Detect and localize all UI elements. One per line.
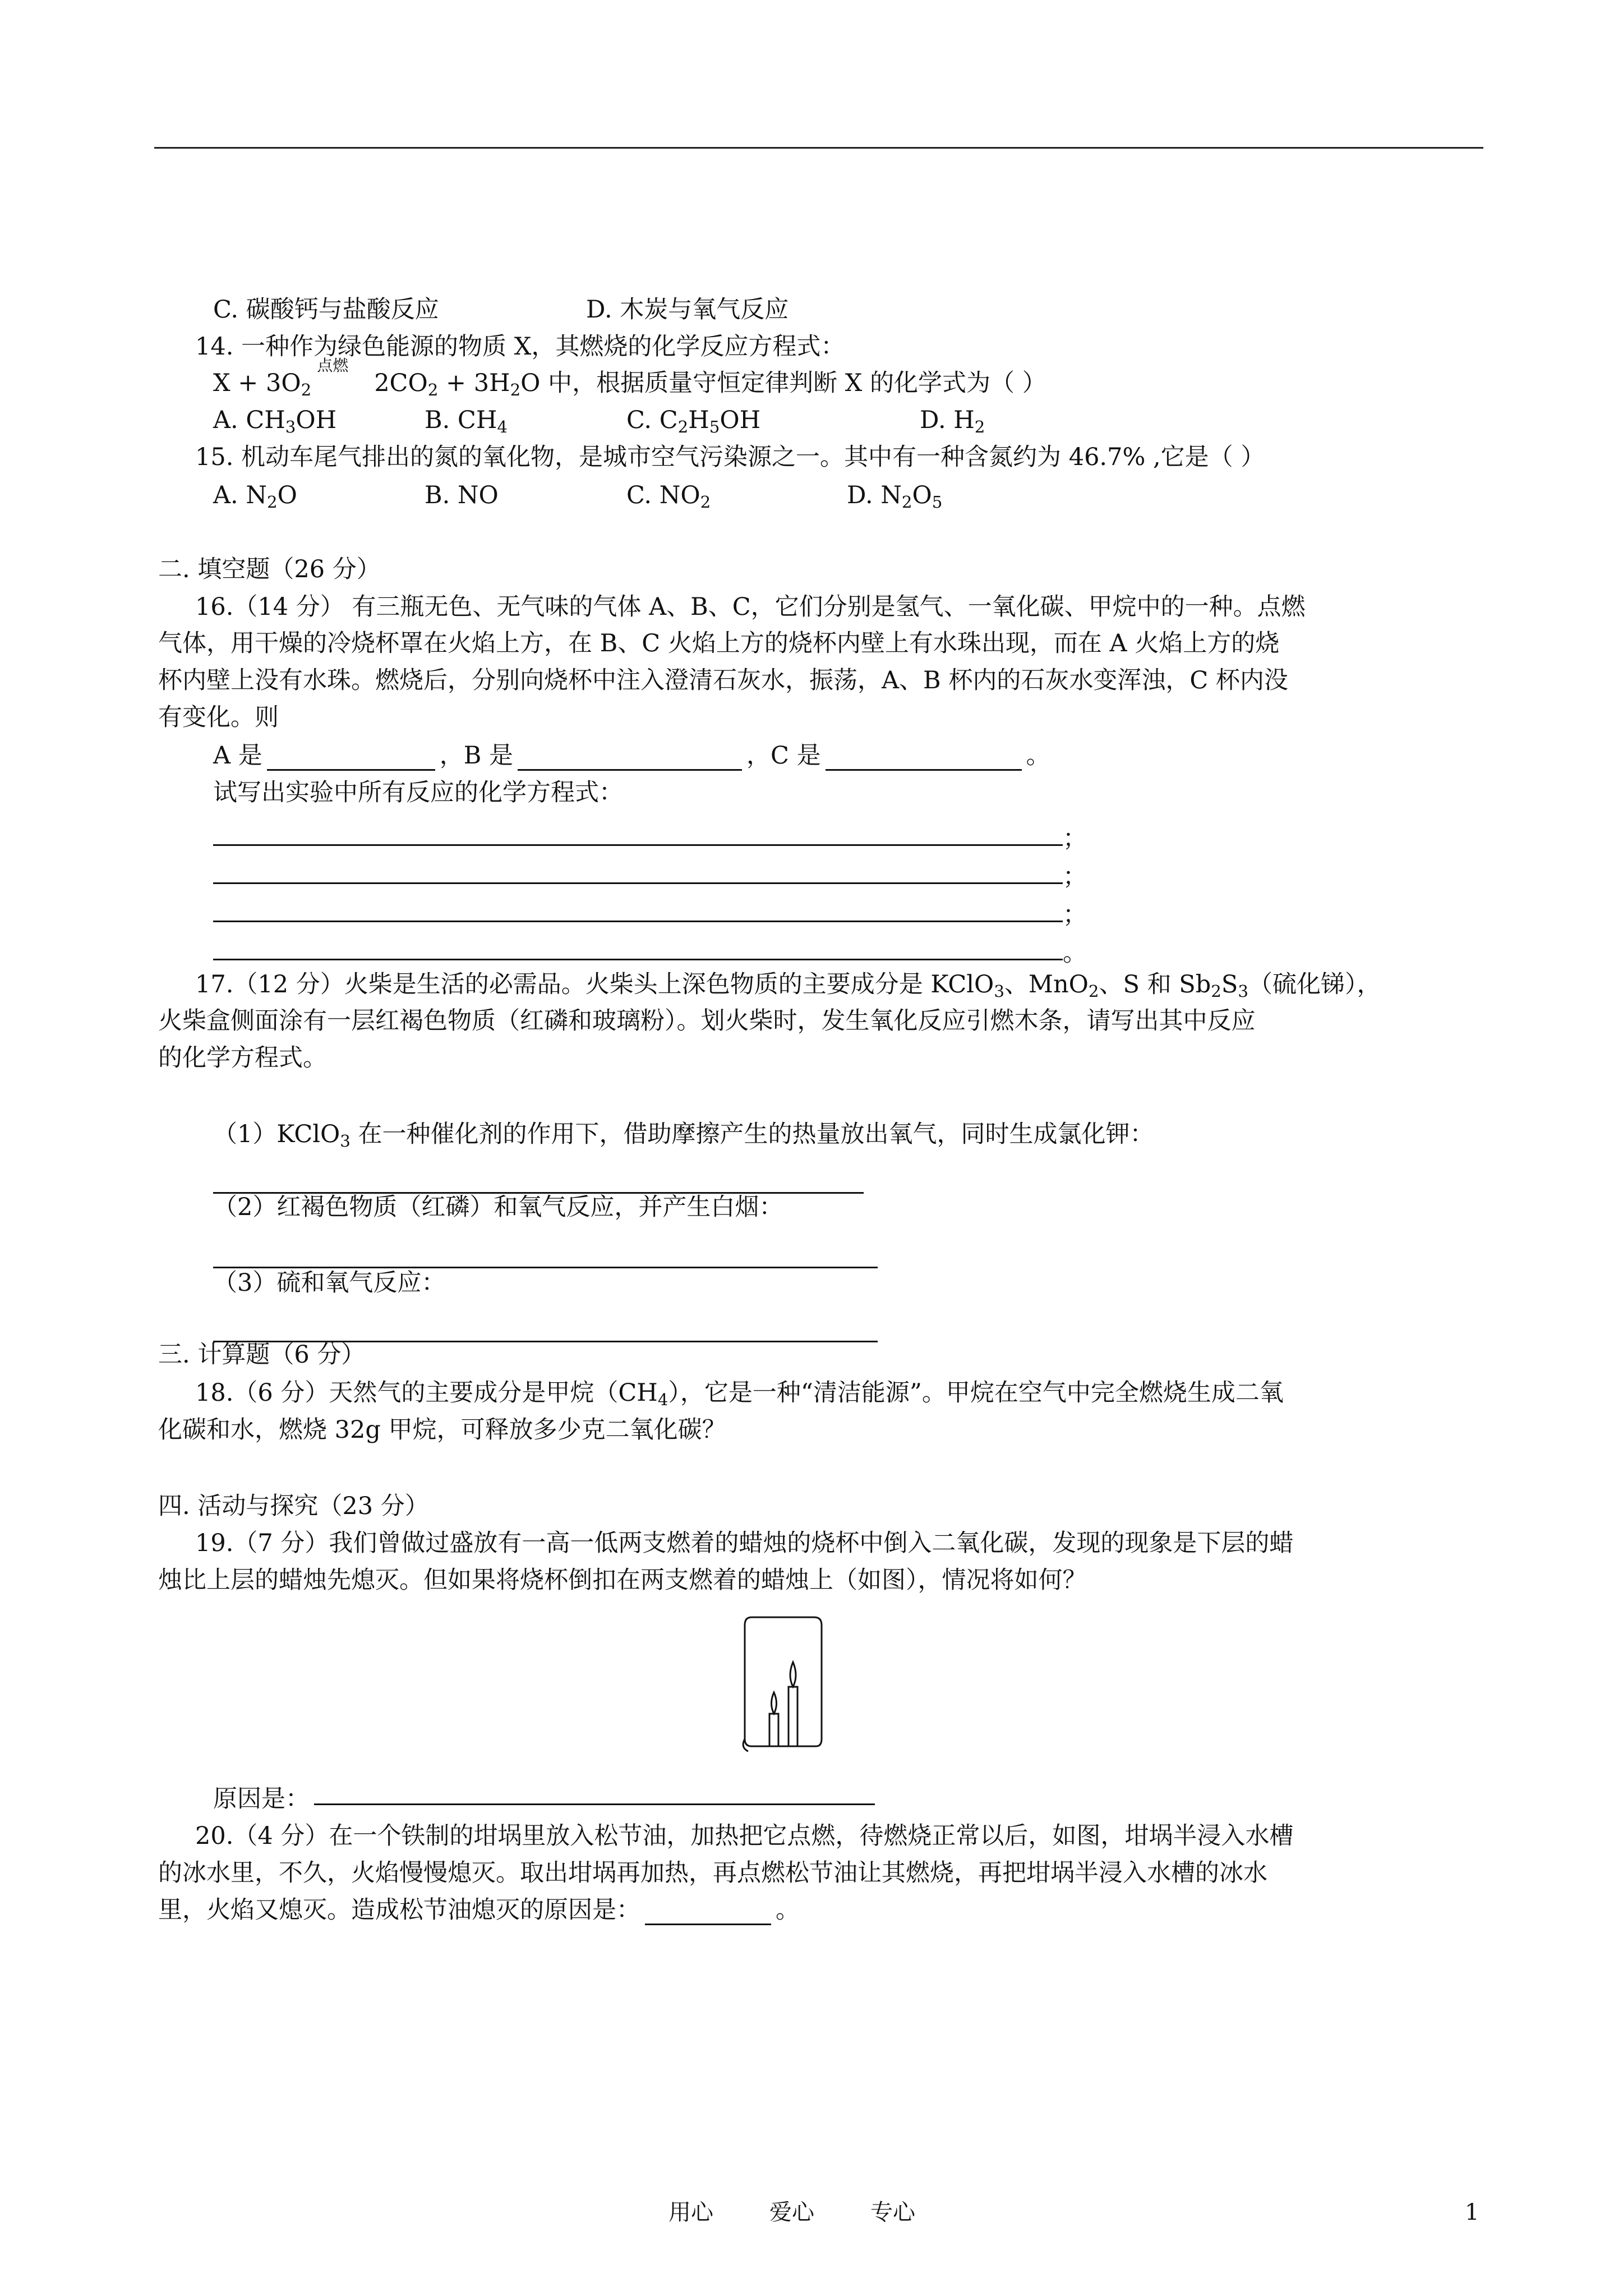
q14-stem: 14. 一种作为绿色能源的物质 X，其燃烧的化学反应方程式： bbox=[195, 333, 845, 361]
q14-option-d: D. $H_2$ bbox=[920, 406, 985, 437]
q20-line-3: 里，火焰又熄灭。造成松节油熄灭的原因是： 。 bbox=[158, 1896, 800, 1924]
reaction-condition: 点燃 bbox=[317, 356, 349, 375]
q14-option-c: C. $C_2H_5OH$ bbox=[626, 406, 761, 437]
q15-option-c: C. $NO_2$ bbox=[626, 481, 711, 512]
answer-blank-b[interactable] bbox=[518, 744, 742, 771]
q19-reason-label: 原因是： bbox=[213, 1785, 310, 1813]
q17-line-2: 火柴盒侧面涂有一层红褐色物质（红磷和玻璃粉）。划火柴时，发生氧化反应引燃木条，请写出其中反应 bbox=[158, 1007, 1256, 1035]
q17-line-1: 17.（12 分）火柴是生活的必需品。火柴头上深色物质的主要成分是 KClO$_3$、MnO$_2$、S 和 $Sb_2S_3$（硫化锑）， bbox=[195, 970, 1381, 1001]
footer-motto-1: 用心 bbox=[668, 2200, 713, 2225]
separator: ； bbox=[1063, 863, 1087, 891]
q17-sub-3: （3）硫和氧气反应： bbox=[213, 1269, 446, 1297]
section-title-calculation: 三. 计算题（6 分） bbox=[158, 1341, 366, 1369]
q14-option-b: B. $CH_4$ bbox=[425, 406, 508, 437]
section-title-fill-in: 二. 填空题（26 分） bbox=[158, 555, 381, 583]
q15-stem: 15. 机动车尾气排出的氮的氧化物，是城市空气污染源之一。其中有一种含氮约为 46.7% ,它是（ ） bbox=[195, 443, 1265, 471]
answer-blank-c[interactable] bbox=[826, 744, 1022, 771]
q20-answer-blank[interactable] bbox=[645, 1899, 771, 1925]
q13-option-d: D. 木炭与氧气反应 bbox=[586, 296, 789, 324]
page-number: 1 bbox=[1465, 2200, 1479, 2225]
q19-line-2: 烛比上层的蜡烛先熄灭。但如果将烧杯倒扣在两支燃着的蜡烛上（如图），情况将如何？ bbox=[158, 1566, 1087, 1594]
q17-sub-1: （1）KClO$_3$ 在一种催化剂的作用下，借助摩擦产生的热量放出氧气，同时生成氯化钾： bbox=[213, 1120, 1154, 1151]
q18-line-2: 化碳和水，燃烧 32g 甲烷，可释放多少克二氧化碳？ bbox=[158, 1416, 726, 1444]
separator: ； bbox=[1063, 901, 1087, 929]
q19-reason-blank[interactable] bbox=[314, 1803, 875, 1805]
q15-option-a: A. $N_2O$ bbox=[213, 481, 297, 512]
q14-equation: $X + 3O_2$ 点燃 $2CO_2 + 3H_2O$ 中，根据质量守恒定律判断 X 的化学式为（ ） bbox=[213, 356, 1046, 400]
equation-blank-4[interactable] bbox=[213, 959, 1063, 960]
equation-blank-2[interactable] bbox=[213, 882, 1063, 884]
q17-answer-blank-2[interactable] bbox=[213, 1267, 878, 1268]
q16-line-2: 气体，用干燥的冷烧杯罩在火焰上方，在 B、C 火焰上方的烧杯内壁上有水珠出现，而在 A 火焰上方的烧 bbox=[158, 629, 1280, 657]
q16-line-1: 16.（14 分） 有三瓶无色、无气味的气体 A、B、C，它们分别是氢气、一氧化碳、甲烷中的一种。点燃 bbox=[195, 593, 1306, 621]
q19-line-1: 19.（7 分）我们曾做过盛放有一高一低两支燃着的蜡烛的烧杯中倒入二氧化碳，发现的现象是下层的蜡 bbox=[195, 1529, 1294, 1557]
q18-line-1: 18.（6 分）天然气的主要成分是甲烷$(CH_4)$，它是一种“清洁能源”。甲烷在空气中完全燃烧生成二氧 bbox=[195, 1379, 1284, 1410]
footer-motto-3: 专心 bbox=[870, 2200, 915, 2225]
q16-answer-row: A 是 ，B 是 ，C 是 。 bbox=[213, 742, 1050, 770]
footer-motto-2: 爱心 bbox=[769, 2200, 814, 2225]
q17-line-3: 的化学方程式。 bbox=[158, 1044, 327, 1072]
separator: ； bbox=[1063, 825, 1087, 853]
separator: 。 bbox=[1063, 939, 1087, 967]
section-title-inquiry: 四. 活动与探究（23 分） bbox=[158, 1492, 429, 1520]
equation-blank-1[interactable] bbox=[213, 844, 1063, 846]
q14-option-a: A. $CH_3OH$ bbox=[213, 406, 337, 437]
q16-prompt: 试写出实验中所有反应的化学方程式： bbox=[213, 779, 623, 807]
q20-line-2: 的冰水里，不久，火焰慢慢熄灭。取出坩埚再加热，再点燃松节油让其燃烧，再把坩埚半浸入水槽的冰水 bbox=[158, 1859, 1267, 1887]
q17-sub-2: （2）红褐色物质（红磷）和氧气反应，并产生白烟： bbox=[213, 1193, 783, 1221]
q16-line-4: 有变化。则 bbox=[158, 703, 279, 731]
inverted-beaker-candles-figure bbox=[740, 1613, 824, 1759]
equation-blank-3[interactable] bbox=[213, 921, 1063, 922]
q16-line-3: 杯内壁上没有水珠。燃烧后，分别向烧杯中注入澄清石灰水，振荡，A、B 杯内的石灰水变浑浊，C 杯内没 bbox=[158, 666, 1288, 694]
q13-option-c: C. 碳酸钙与盐酸反应 bbox=[213, 296, 439, 324]
header-rule bbox=[154, 147, 1483, 149]
q15-option-d: D. $N_2O_5$ bbox=[847, 481, 943, 512]
q15-option-b: B. NO bbox=[425, 481, 499, 509]
q20-line-1: 20.（4 分）在一个铁制的坩埚里放入松节油，加热把它点燃，待燃烧正常以后，如图，坩埚半浸入水槽 bbox=[195, 1822, 1294, 1850]
answer-blank-a[interactable] bbox=[267, 744, 435, 771]
